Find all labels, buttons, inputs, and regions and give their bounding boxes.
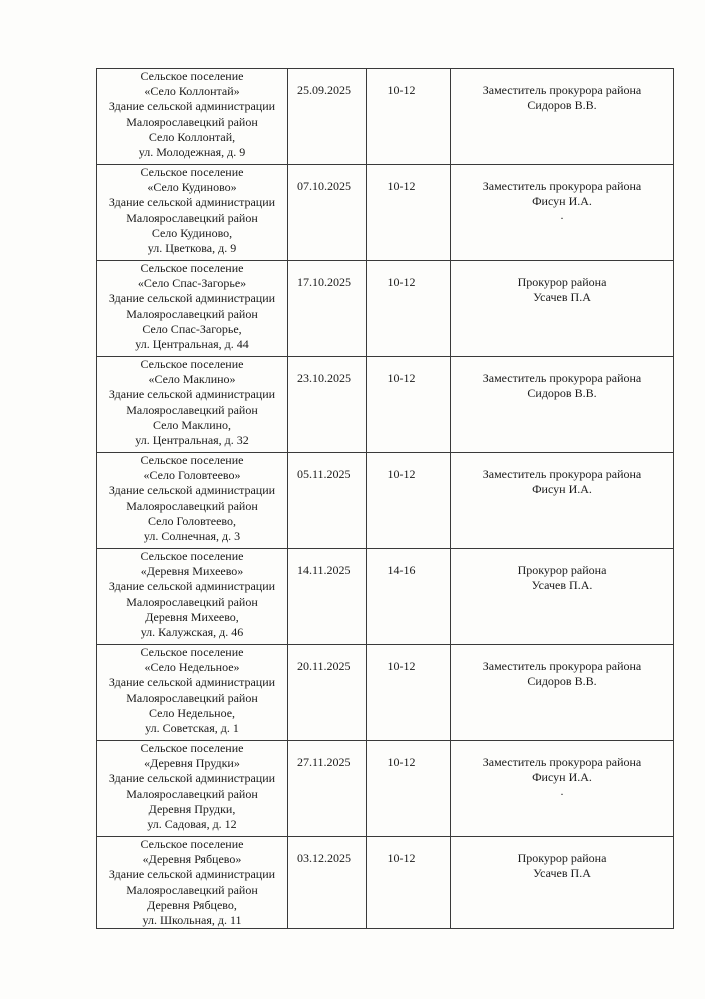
date-cell: 03.12.2025 — [288, 837, 367, 929]
location-cell — [97, 261, 288, 357]
responsible-cell — [451, 453, 674, 549]
location-line: Здание сельской администрации — [108, 771, 276, 786]
location-line: Село Спас-Загорье, — [142, 321, 242, 336]
table-row — [97, 837, 674, 929]
table-row — [97, 453, 674, 549]
location-line: Село Головтеево, — [147, 513, 237, 528]
responsible-cell — [451, 261, 674, 357]
location-line: Малоярославецкий район — [126, 402, 258, 417]
location-line: ул. Солнечная, д. 3 — [143, 529, 241, 544]
table-row — [97, 741, 674, 837]
table-row — [97, 69, 674, 165]
stray-mark: . — [560, 208, 564, 223]
location-cell — [97, 69, 288, 165]
date-cell: 25.09.2025 — [288, 69, 367, 165]
time-cell: 10-12 — [367, 741, 451, 837]
location-line: ул. Калужская, д. 46 — [140, 625, 244, 640]
location-line: Сельское поселение — [140, 741, 244, 755]
location-line: Здание сельской администрации — [108, 483, 276, 498]
responsible-position: Прокурор района — [517, 563, 607, 577]
responsible-name: Усачев П.А — [533, 866, 591, 881]
location-line: «Село Коллонтай» — [144, 84, 240, 99]
location-line: Здание сельской администрации — [108, 99, 276, 114]
location-line: Деревня Рябцево, — [147, 897, 237, 912]
location-line: ул. Школьная, д. 11 — [142, 913, 242, 928]
responsible-name: Усачев П.А. — [531, 578, 593, 593]
date-cell: 05.11.2025 — [288, 453, 367, 549]
location-cell — [97, 357, 288, 453]
table-row — [97, 549, 674, 645]
location-line: Малоярославецкий район — [126, 114, 258, 129]
location-line: Малоярославецкий район — [126, 882, 258, 897]
location-line: Сельское поселение — [140, 837, 244, 851]
location-cell — [97, 741, 288, 837]
location-line: Малоярославецкий район — [126, 786, 258, 801]
location-line: Здание сельской администрации — [108, 579, 276, 594]
location-line: Сельское поселение — [140, 645, 244, 659]
responsible-name: Фисун И.А. — [532, 194, 592, 209]
table-body — [97, 69, 674, 929]
location-line: ул. Центральная, д. 44 — [135, 337, 249, 352]
responsible-position: Прокурор района — [517, 275, 607, 289]
responsible-position: Заместитель прокурора района — [482, 83, 642, 97]
location-line: ул. Садовая, д. 12 — [147, 817, 237, 832]
responsible-position: Прокурор района — [517, 851, 607, 865]
responsible-cell — [451, 837, 674, 929]
responsible-name: Сидоров В.В. — [527, 386, 597, 401]
time-cell: 10-12 — [367, 453, 451, 549]
date-cell: 17.10.2025 — [288, 261, 367, 357]
time-cell: 10-12 — [367, 165, 451, 261]
responsible-cell — [451, 69, 674, 165]
location-line: Деревня Прудки, — [148, 801, 236, 816]
location-cell — [97, 453, 288, 549]
responsible-name: Фисун И.А. — [532, 482, 592, 497]
date-cell: 27.11.2025 — [288, 741, 367, 837]
time-cell: 10-12 — [367, 69, 451, 165]
location-cell — [97, 549, 288, 645]
location-line: ул. Молодежная, д. 9 — [138, 145, 246, 160]
location-line: Деревня Михеево, — [145, 609, 239, 624]
location-line: Малоярославецкий район — [126, 690, 258, 705]
location-line: Здание сельской администрации — [108, 291, 276, 306]
location-line: Малоярославецкий район — [126, 306, 258, 321]
location-line: Село Коллонтай, — [148, 129, 236, 144]
time-cell: 10-12 — [367, 261, 451, 357]
location-line: Здание сельской администрации — [108, 675, 276, 690]
location-cell — [97, 837, 288, 929]
location-cell — [97, 165, 288, 261]
responsible-position: Заместитель прокурора района — [482, 755, 642, 769]
responsible-name: Усачев П.А — [533, 290, 591, 305]
responsible-position: Заместитель прокурора района — [482, 467, 642, 481]
location-line: «Деревня Рябцево» — [142, 852, 242, 867]
location-line: ул. Советская, д. 1 — [145, 721, 239, 736]
location-line: «Село Спас-Загорье» — [137, 276, 247, 291]
location-line: Сельское поселение — [140, 261, 244, 275]
responsible-cell — [451, 357, 674, 453]
date-cell: 07.10.2025 — [288, 165, 367, 261]
responsible-cell — [451, 549, 674, 645]
reception-schedule-table — [96, 68, 674, 929]
responsible-position: Заместитель прокурора района — [482, 659, 642, 673]
date-cell: 20.11.2025 — [288, 645, 367, 741]
location-line: «Деревня Михеево» — [140, 564, 244, 579]
location-cell — [97, 645, 288, 741]
responsible-cell — [451, 741, 674, 837]
location-line: Малоярославецкий район — [126, 594, 258, 609]
time-cell: 10-12 — [367, 645, 451, 741]
location-line: Сельское поселение — [140, 165, 244, 179]
time-cell: 10-12 — [367, 837, 451, 929]
location-line: Село Недельное, — [148, 705, 236, 720]
location-line: Село Маклино, — [152, 417, 232, 432]
location-line: Малоярославецкий район — [126, 210, 258, 225]
location-line: «Село Маклино» — [148, 372, 236, 387]
location-line: ул. Центральная, д. 32 — [135, 433, 249, 448]
time-cell: 10-12 — [367, 357, 451, 453]
location-line: ул. Цветкова, д. 9 — [147, 241, 237, 256]
responsible-cell — [451, 645, 674, 741]
location-line: Село Кудиново, — [151, 225, 233, 240]
table-row — [97, 357, 674, 453]
responsible-name: Сидоров В.В. — [527, 98, 597, 113]
location-line: Сельское поселение — [140, 549, 244, 563]
responsible-name: Фисун И.А. — [532, 770, 592, 785]
table-row — [97, 261, 674, 357]
table-row — [97, 645, 674, 741]
location-line: «Село Головтеево» — [143, 468, 241, 483]
stray-mark: . — [560, 784, 564, 799]
location-line: Сельское поселение — [140, 69, 244, 83]
responsible-position: Заместитель прокурора района — [482, 179, 642, 193]
responsible-position: Заместитель прокурора района — [482, 371, 642, 385]
location-line: Сельское поселение — [140, 453, 244, 467]
location-line: «Деревня Прудки» — [144, 756, 240, 771]
location-line: Здание сельской администрации — [108, 867, 276, 882]
responsible-name: Сидоров В.В. — [527, 674, 597, 689]
responsible-cell — [451, 165, 674, 261]
location-line: Здание сельской администрации — [108, 387, 276, 402]
location-line: «Село Недельное» — [144, 660, 240, 675]
location-line: Здание сельской администрации — [108, 195, 276, 210]
table-row — [97, 165, 674, 261]
location-line: Малоярославецкий район — [126, 498, 258, 513]
date-cell: 14.11.2025 — [288, 549, 367, 645]
date-cell: 23.10.2025 — [288, 357, 367, 453]
location-line: Сельское поселение — [140, 357, 244, 371]
time-cell: 14-16 — [367, 549, 451, 645]
location-line: «Село Кудиново» — [147, 180, 237, 195]
